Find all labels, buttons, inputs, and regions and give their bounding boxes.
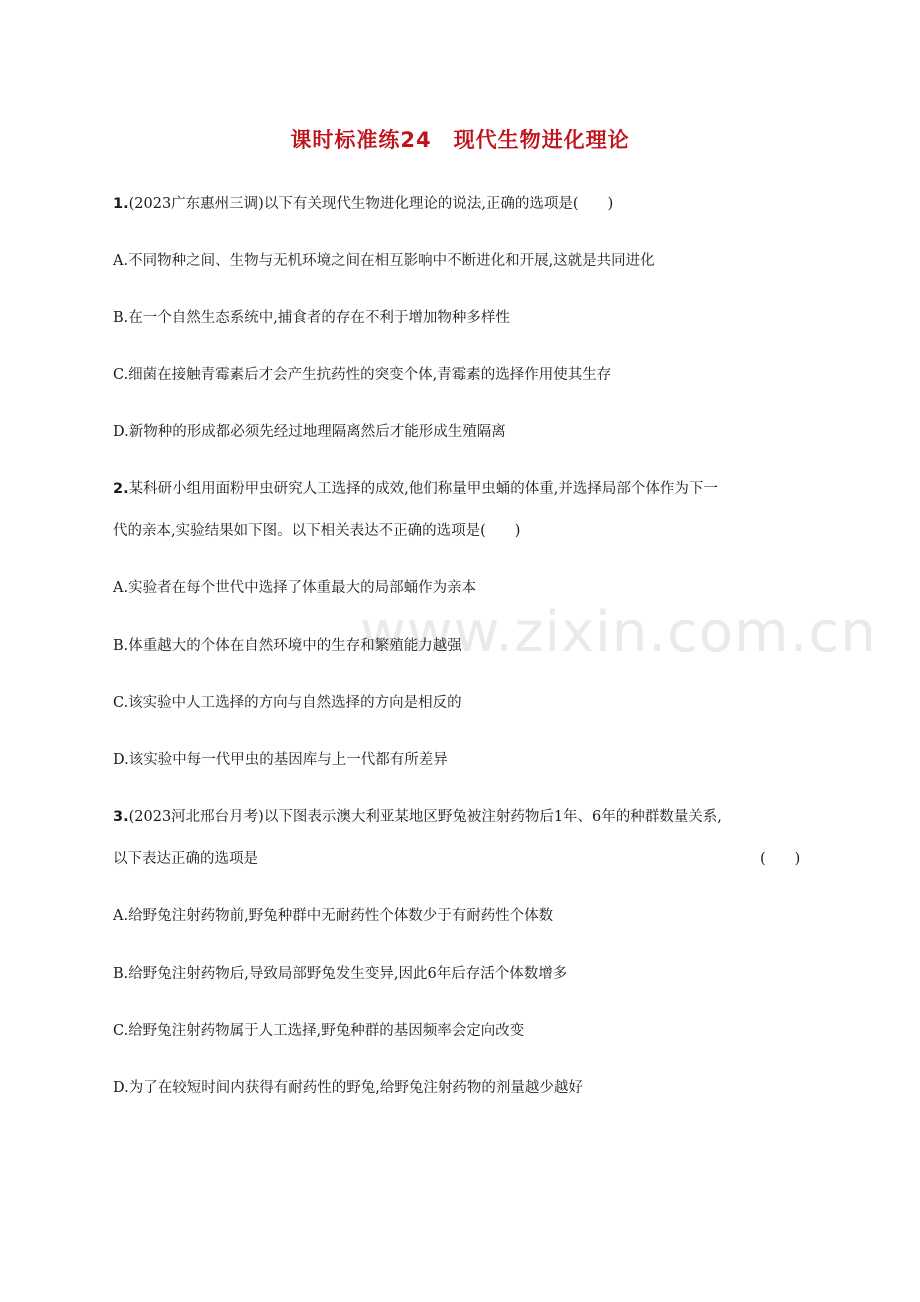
question-3-answer-paren: ( ) (760, 851, 801, 867)
question-2-option-d: D.该实验中每一代甲虫的基因库与上一代都有所差异 (113, 752, 448, 768)
question-1-option-b: B.在一个自然生态系统中,捕食者的存在不利于增加物种多样性 (113, 310, 510, 326)
question-1-text: (2023广东惠州三调)以下有关现代生物进化理论的说法,正确的选项是( ) (128, 196, 614, 212)
question-1-option-a: A.不同物种之间、生物与无机环境之间在相互影响中不断进化和开展,这就是共同进化 (113, 253, 655, 269)
question-1-stem (113, 194, 613, 214)
question-1-number: 1. (113, 196, 129, 212)
question-2-number: 2. (113, 481, 129, 497)
question-1-option-c: C.细菌在接触青霉素后才会产生抗药性的突变个体,青霉素的选择作用使其生存 (113, 367, 612, 383)
question-3-option-a: A.给野兔注射药物前,野兔种群中无耐药性个体数少于有耐药性个体数 (113, 908, 554, 924)
question-3-stem-line-2: 以下表达正确的选项是 (113, 851, 258, 867)
question-2-stem-line-1 (113, 479, 718, 499)
question-2-option-a: A.实验者在每个世代中选择了体重最大的局部蛹作为亲本 (113, 580, 477, 596)
question-2-stem-line-2: 代的亲本,实验结果如下图。以下相关表达不正确的选项是( ) (113, 523, 521, 539)
question-1-option-d: D.新物种的形成都必须先经过地理隔离然后才能形成生殖隔离 (113, 424, 506, 440)
question-2-option-c: C.该实验中人工选择的方向与自然选择的方向是相反的 (113, 695, 462, 711)
watermark: www.zixin.com.cn (360, 600, 877, 665)
question-2-option-b: B.体重越大的个体在自然环境中的生存和繁殖能力越强 (113, 638, 462, 654)
question-3-option-d: D.为了在较短时间内获得有耐药性的野兔,给野兔注射药物的剂量越少越好 (113, 1080, 583, 1096)
question-3-stem-line-1 (113, 807, 722, 827)
question-3-option-b: B.给野兔注射药物后,导致局部野兔发生变异,因此6年后存活个体数增多 (113, 966, 568, 982)
question-2-text-1: 某科研小组用面粉甲虫研究人工选择的成效,他们称量甲虫蛹的体重,并选择局部个体作为下一 (128, 481, 718, 497)
question-3-number: 3. (113, 809, 129, 825)
question-3-option-c: C.给野兔注射药物属于人工选择,野兔种群的基因频率会定向改变 (113, 1023, 525, 1039)
question-3-text-1: (2023河北邢台月考)以下图表示澳大利亚某地区野兔被注射药物后1年、6年的种群数量关系, (128, 809, 722, 825)
page-title: 课时标准练24 现代生物进化理论 (290, 128, 630, 152)
